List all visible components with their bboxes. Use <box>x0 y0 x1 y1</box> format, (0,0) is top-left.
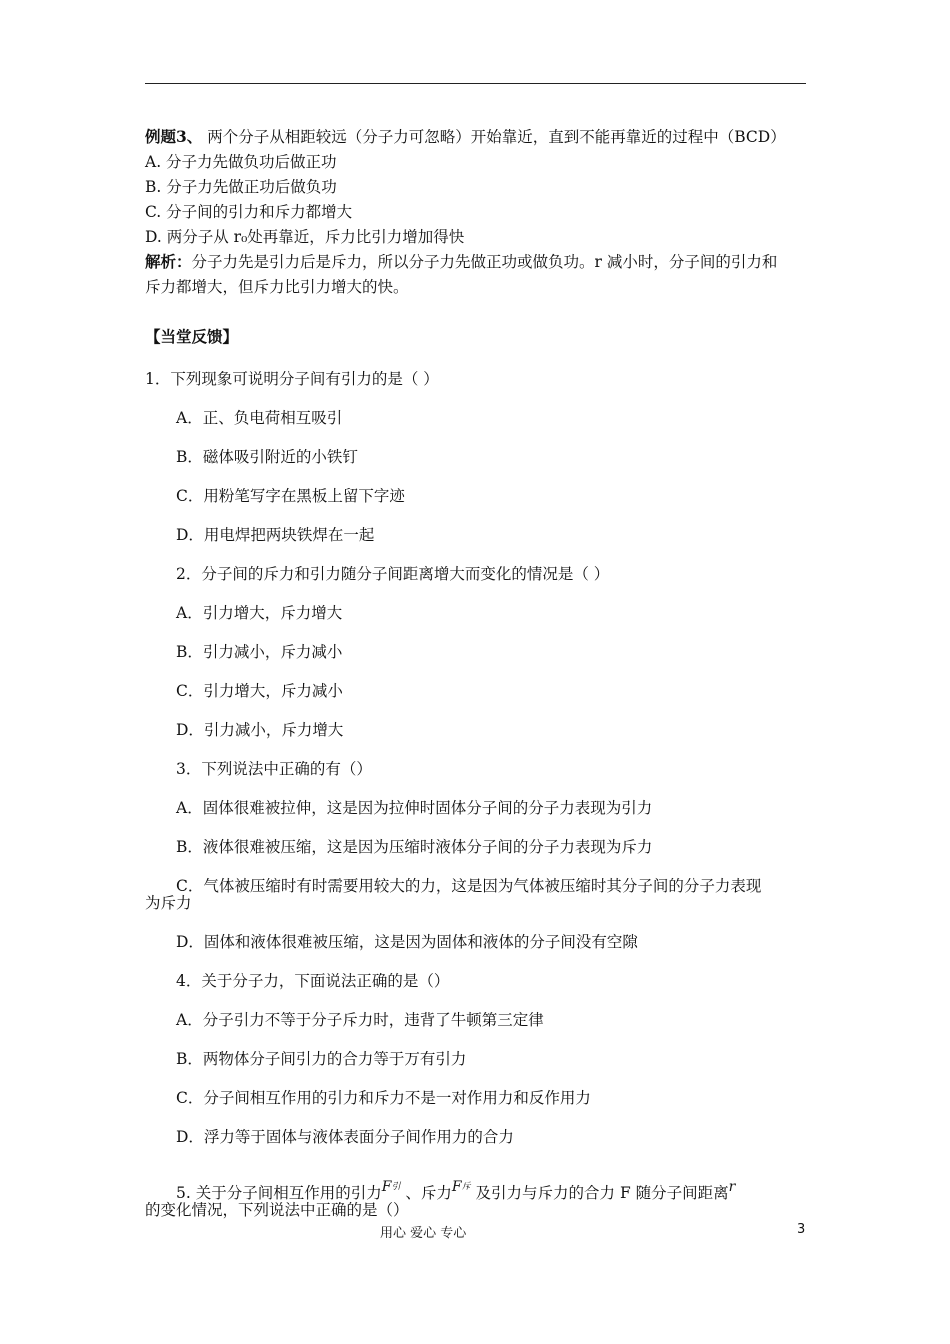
q1-option-a: A．正、负电荷相互吸引 <box>176 409 343 427</box>
q1-option-c: C．用粉笔写字在黑板上留下字迹 <box>176 487 405 505</box>
example-3-option-d: D. 两分子从 r₀处再靠近，斥力比引力增加得快 <box>145 228 465 246</box>
q4-option-d: D．浮力等于固体与液体表面分子间作用力的合力 <box>176 1128 514 1146</box>
q3-option-a: A．固体很难被拉伸，这是因为拉伸时固体分子间的分子力表现为引力 <box>176 799 653 817</box>
q3-option-b: B．液体很难被压缩，这是因为压缩时液体分子间的分子力表现为斥力 <box>176 838 653 856</box>
q1-option-b: B．磁体吸引附近的小铁钉 <box>176 448 358 466</box>
q3-option-c-cont: 为斥力 <box>145 894 192 912</box>
example-3-option-c: C. 分子间的引力和斥力都增大 <box>145 203 353 221</box>
feedback-heading: 【当堂反馈】 <box>145 327 239 346</box>
q1-stem: 1．下列现象可说明分子间有引力的是（ ） <box>145 370 439 388</box>
example-3-question: 例题3、 两个分子从相距较远（分子力可忽略）开始靠近，直到不能再靠近的过程中（BCD） <box>145 127 786 146</box>
example-3-analysis-cont: 斥力都增大，但斥力比引力增大的快。 <box>145 278 409 296</box>
q4-option-c: C．分子间相互作用的引力和斥力不是一对作用力和反作用力 <box>176 1089 591 1107</box>
analysis-label: 解析： <box>145 252 192 271</box>
r-symbol: r <box>728 1179 736 1195</box>
page-footer: 用心 爱心 专心 <box>380 1226 467 1241</box>
example-3-option-b: B. 分子力先做正功后做负功 <box>145 178 337 196</box>
example-3-option-a: A. 分子力先做负功后做正功 <box>145 153 337 171</box>
q3-option-d: D．固体和液体很难被压缩，这是因为固体和液体的分子间没有空隙 <box>176 933 638 951</box>
q3-option-c: C．气体被压缩时有时需要用较大的力，这是因为气体被压缩时其分子间的分子力表现 <box>176 877 762 895</box>
q2-option-d: D．引力减小，斥力增大 <box>176 721 344 739</box>
q5-stem: 5. 关于分子间相互作用的引力F引 、斥力F斥 及引力与斥力的合力 F 随分子间距离r <box>176 1179 736 1202</box>
q2-option-b: B．引力减小，斥力减小 <box>176 643 343 661</box>
page-number: 3 <box>797 1222 806 1237</box>
example-3-label: 例题3、 <box>145 127 203 146</box>
q2-option-c: C．引力增大，斥力减小 <box>176 682 343 700</box>
f-repulsion-symbol: F斥 <box>451 1179 471 1195</box>
q5-stem-cont: 的变化情况，下列说法中正确的是（） <box>145 1201 409 1219</box>
q4-option-a: A．分子引力不等于分子斥力时，违背了牛顿第三定律 <box>176 1011 544 1029</box>
f-attraction-symbol: F引 <box>381 1179 401 1195</box>
q4-stem: 4．关于分子力，下面说法正确的是（） <box>176 972 450 990</box>
header-rule <box>145 83 806 84</box>
q2-option-a: A．引力增大，斥力增大 <box>176 604 343 622</box>
q1-option-d: D．用电焊把两块铁焊在一起 <box>176 526 375 544</box>
q3-stem: 3．下列说法中正确的有（） <box>176 760 372 778</box>
q4-option-b: B．两物体分子间引力的合力等于万有引力 <box>176 1050 467 1068</box>
example-3-analysis: 解析：分子力先是引力后是斥力，所以分子力先做正功或做负功。r 减小时，分子间的引力和 <box>145 252 778 271</box>
q2-stem: 2．分子间的斥力和引力随分子间距离增大而变化的情况是（ ） <box>176 565 610 583</box>
